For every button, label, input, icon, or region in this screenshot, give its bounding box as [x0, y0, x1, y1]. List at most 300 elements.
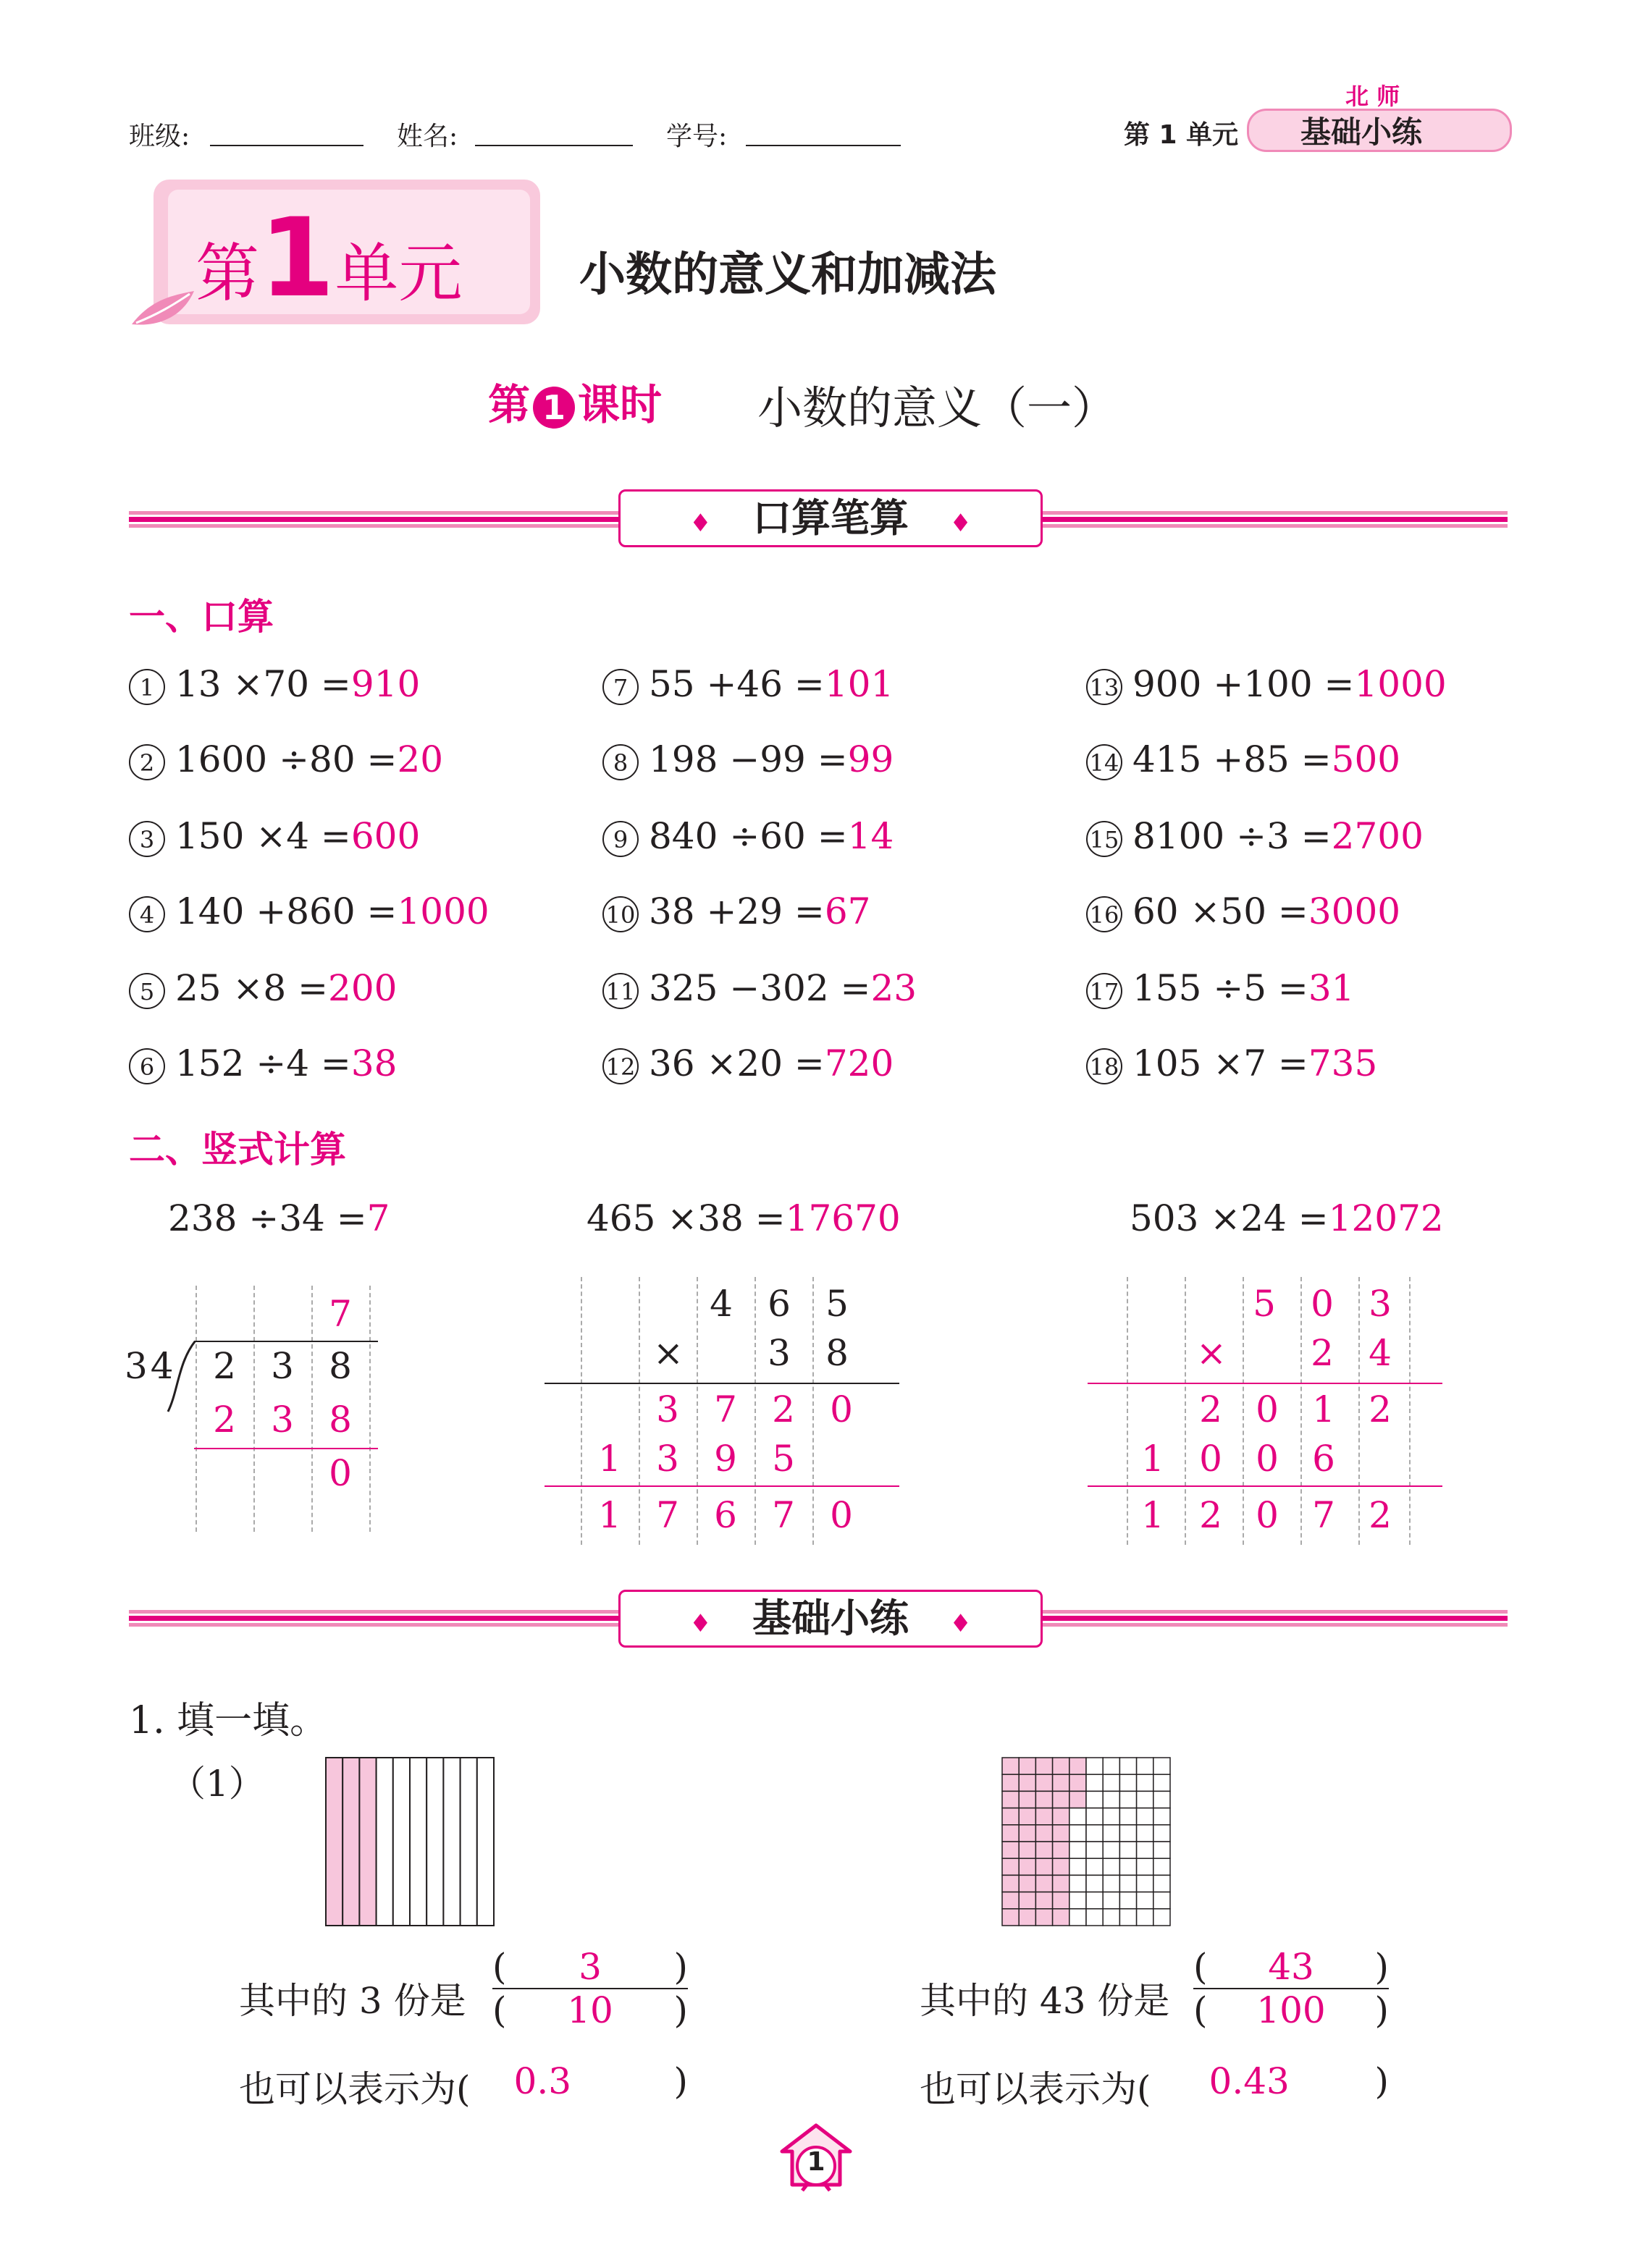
grid-cell	[1137, 1808, 1153, 1825]
sum-line	[1088, 1485, 1442, 1487]
problem-expr: 238 ÷34 =	[168, 1197, 367, 1239]
grid-cell	[1103, 1875, 1119, 1892]
lesson-badge	[488, 371, 662, 431]
grid-cell	[1069, 1842, 1086, 1858]
shaded-cell	[1053, 1758, 1069, 1774]
shaded-cell	[1053, 1858, 1069, 1875]
student-id-label: 学号:	[666, 122, 728, 151]
partial-digit: 0	[1256, 1388, 1279, 1430]
question-answer[interactable]: 910	[350, 663, 421, 705]
oral-section-title: 一、口算	[129, 596, 274, 638]
shaded-cell	[1035, 1909, 1052, 1926]
question-number: 4	[129, 896, 165, 932]
shaded-cell	[1002, 1842, 1019, 1858]
class-field[interactable]	[210, 116, 363, 146]
vertical-problem	[1130, 1197, 1444, 1239]
division-divisor: 34	[125, 1345, 177, 1387]
question-expr: 198 −99 =	[649, 738, 848, 780]
shaded-cell	[1019, 1808, 1035, 1825]
oral-question	[602, 815, 894, 857]
grid-cell	[1086, 1909, 1103, 1926]
shaded-cell	[1053, 1909, 1069, 1926]
result-digit: 7	[656, 1494, 679, 1536]
grid-cell	[1137, 1909, 1153, 1926]
grid-cell	[1153, 1758, 1170, 1774]
grid-cell	[1103, 1774, 1119, 1791]
strip	[477, 1758, 494, 1926]
question-answer[interactable]: 67	[824, 890, 871, 932]
grid-cell	[1119, 1875, 1136, 1892]
vertical-problem	[587, 1197, 901, 1239]
question-number: 17	[1086, 973, 1122, 1009]
shaded-cell	[1069, 1791, 1086, 1808]
question-expr: 152 ÷4 =	[175, 1042, 351, 1084]
question-answer[interactable]: 500	[1331, 738, 1401, 780]
partial-digit: 1	[1141, 1438, 1164, 1480]
left-parts-text: 其中的 3 份是	[239, 1980, 466, 2022]
shaded-cell	[1069, 1758, 1086, 1774]
top-digit: 4	[710, 1283, 733, 1325]
partial-digit: 0	[1199, 1438, 1222, 1480]
partial-digit: 9	[714, 1438, 737, 1480]
shaded-strip	[326, 1758, 342, 1926]
shaded-cell	[1019, 1842, 1035, 1858]
shaded-cell	[1053, 1791, 1069, 1808]
result-digit: 6	[714, 1494, 737, 1536]
right-close-paren: )	[1374, 2060, 1389, 2102]
question-answer[interactable]: 23	[870, 967, 917, 1009]
name-label: 姓名:	[397, 122, 458, 151]
result-digit: 0	[1256, 1494, 1279, 1536]
product-digit: 3	[271, 1399, 294, 1441]
right-decimal-row	[920, 2060, 1389, 2112]
grid-cell	[1137, 1892, 1153, 1909]
oral-question	[129, 815, 420, 857]
question-number: 11	[602, 973, 639, 1009]
question-number: 12	[602, 1048, 639, 1084]
unit-number: 1	[259, 195, 335, 321]
top-digit: 6	[768, 1283, 791, 1325]
dividend-digit: 8	[329, 1345, 352, 1387]
problem-answer: 17670	[785, 1197, 901, 1239]
question-expr: 1600 ÷80 =	[175, 738, 398, 780]
question-expr: 105 ×7 =	[1132, 1042, 1308, 1084]
shaded-cell	[1053, 1892, 1069, 1909]
shaded-cell	[1069, 1774, 1086, 1791]
product-digit: 2	[213, 1399, 236, 1441]
grid-cell	[1086, 1758, 1103, 1774]
question-answer[interactable]: 600	[350, 815, 421, 857]
grid-cell	[1103, 1808, 1119, 1825]
left-decimal-row	[239, 2060, 688, 2112]
unit-title: 小数的意义和加减法	[579, 248, 996, 302]
shaded-cell	[1035, 1774, 1052, 1791]
question-number: 10	[602, 896, 639, 932]
column-guide	[1185, 1277, 1186, 1545]
question-number: 13	[1086, 669, 1122, 705]
shaded-cell	[1019, 1758, 1035, 1774]
grid-cell	[1137, 1774, 1153, 1791]
partial-digit: 2	[772, 1388, 795, 1430]
shaded-cell	[1002, 1909, 1019, 1926]
grid-cell	[1137, 1842, 1153, 1858]
strip	[443, 1758, 460, 1926]
diamond-icon: ♦	[949, 1609, 972, 1638]
grid-cell	[1086, 1791, 1103, 1808]
question-expr: 900 +100 =	[1132, 663, 1355, 705]
shaded-cell	[1035, 1808, 1052, 1825]
shaded-cell	[1053, 1825, 1069, 1842]
oral-question	[602, 738, 894, 780]
oral-question	[1086, 815, 1424, 857]
oral-question	[129, 663, 420, 705]
partial-digit: 7	[714, 1388, 737, 1430]
right-decimal[interactable]: 0.43	[1209, 2060, 1290, 2102]
shaded-cell	[1019, 1774, 1035, 1791]
unit-tag: 第 1 单元	[1124, 120, 1239, 150]
grid-cell	[1153, 1808, 1170, 1825]
hundredths-figure	[1001, 1756, 1174, 1927]
question-answer[interactable]: 2700	[1331, 815, 1424, 857]
unit-heading	[196, 195, 462, 321]
column-guide	[369, 1286, 371, 1532]
question-answer[interactable]: 735	[1308, 1042, 1378, 1084]
grid-cell	[1086, 1858, 1103, 1875]
times-sign: ×	[653, 1332, 684, 1374]
top-digit: 0	[1311, 1283, 1334, 1325]
partial-digit: 6	[1312, 1438, 1335, 1480]
question-number: 5	[129, 973, 165, 1009]
strip	[393, 1758, 410, 1926]
oral-question	[602, 890, 870, 932]
question-number: 14	[1086, 744, 1122, 780]
left-close-paren: )	[673, 2060, 688, 2102]
question-number: 8	[602, 744, 639, 780]
grid-cell	[1086, 1774, 1103, 1791]
result-digit: 7	[1312, 1494, 1335, 1536]
dividend-digit: 2	[213, 1345, 236, 1387]
oral-question	[1086, 738, 1400, 780]
diamond-icon: ♦	[689, 1609, 712, 1638]
band-calc	[618, 489, 1043, 547]
question-number: 1	[129, 669, 165, 705]
grid-cell	[1119, 1808, 1136, 1825]
name-field[interactable]	[475, 116, 633, 146]
partial-digit: 0	[830, 1388, 853, 1430]
shaded-cell	[1035, 1758, 1052, 1774]
class-label: 班级:	[129, 122, 190, 151]
grid-cell	[1153, 1791, 1170, 1808]
oral-question	[602, 1042, 894, 1084]
shaded-cell	[1019, 1892, 1035, 1909]
problem-answer: 7	[366, 1197, 390, 1239]
shaded-cell	[1053, 1774, 1069, 1791]
top-digit: 5	[1253, 1283, 1276, 1325]
bottom-digit: 2	[1311, 1332, 1334, 1374]
column-guide	[311, 1286, 313, 1532]
question-answer[interactable]: 720	[824, 1042, 894, 1084]
grid-cell	[1119, 1858, 1136, 1875]
band-practice	[618, 1590, 1043, 1648]
bottom-digit: 8	[825, 1332, 849, 1374]
product-digit: 8	[329, 1399, 352, 1441]
left-decimal[interactable]: 0.3	[513, 2060, 572, 2102]
grid-cell	[1103, 1791, 1119, 1808]
band-practice-label: 基础小练	[752, 1595, 909, 1641]
grid-cell	[1086, 1842, 1103, 1858]
shaded-cell	[1053, 1875, 1069, 1892]
question-answer[interactable]: 1000	[1354, 663, 1447, 705]
partial-digit: 1	[1312, 1388, 1335, 1430]
question-answer[interactable]: 99	[847, 738, 894, 780]
vertical-section-title: 二、竖式计算	[129, 1129, 346, 1171]
column-guide	[639, 1277, 640, 1545]
result-digit: 2	[1369, 1494, 1392, 1536]
division-remainder: 0	[329, 1452, 352, 1494]
division-line	[194, 1448, 378, 1449]
right-parts-text: 其中的 43 份是	[920, 1980, 1170, 2022]
question-answer[interactable]: 14	[847, 815, 894, 857]
division-bar	[194, 1341, 378, 1342]
result-digit: 2	[1199, 1494, 1222, 1536]
partial-digit: 2	[1369, 1388, 1392, 1430]
grid-cell	[1069, 1875, 1086, 1892]
question-answer[interactable]: 200	[328, 967, 398, 1009]
top-digit: 5	[825, 1283, 849, 1325]
left-denominator[interactable]: 10	[567, 1989, 613, 2031]
oral-question	[1086, 967, 1354, 1009]
question-number: 3	[129, 821, 165, 857]
grid-cell	[1069, 1808, 1086, 1825]
top-digit: 3	[1369, 1283, 1392, 1325]
student-id-field[interactable]	[746, 116, 901, 146]
bottom-digit: 4	[1369, 1332, 1392, 1374]
problem-expr: 465 ×38 =	[587, 1197, 786, 1239]
grid-cell	[1103, 1825, 1119, 1842]
partial-digit: 5	[772, 1438, 795, 1480]
band-calc-label: 口算笔算	[752, 495, 909, 541]
shaded-cell	[1002, 1758, 1019, 1774]
partial-digit: 1	[598, 1438, 621, 1480]
shaded-cell	[1019, 1858, 1035, 1875]
partial-digit: 0	[1256, 1438, 1279, 1480]
lesson-suffix: 课时	[578, 380, 663, 429]
column-guide	[581, 1277, 582, 1545]
dividend-digit: 3	[271, 1345, 294, 1387]
shaded-cell	[1002, 1808, 1019, 1825]
oral-question	[129, 1042, 397, 1084]
strip	[377, 1758, 393, 1926]
oral-question	[1086, 663, 1447, 705]
result-digit: 1	[1141, 1494, 1164, 1536]
result-digit: 1	[598, 1494, 621, 1536]
multiplication-line	[1088, 1383, 1442, 1384]
shaded-cell	[1002, 1791, 1019, 1808]
grid-cell	[1137, 1758, 1153, 1774]
series-name: 基础小练	[1300, 114, 1423, 150]
shaded-strip	[359, 1758, 376, 1926]
shaded-cell	[1002, 1875, 1019, 1892]
grid-cell	[1103, 1758, 1119, 1774]
shaded-strip	[342, 1758, 359, 1926]
shaded-cell	[1019, 1791, 1035, 1808]
oral-question	[1086, 890, 1400, 932]
column-guide	[1358, 1277, 1360, 1545]
times-sign: ×	[1196, 1332, 1227, 1374]
question-answer[interactable]: 1000	[397, 890, 489, 932]
grid-cell	[1069, 1909, 1086, 1926]
strip	[461, 1758, 477, 1926]
question-expr: 8100 ÷3 =	[1132, 815, 1332, 857]
problem-expr: 503 ×24 =	[1130, 1197, 1329, 1239]
shaded-cell	[1035, 1892, 1052, 1909]
shaded-cell	[1035, 1858, 1052, 1875]
question-number: 16	[1086, 896, 1122, 932]
partial-digit: 3	[656, 1438, 679, 1480]
problem-answer: 12072	[1328, 1197, 1444, 1239]
division-quotient: 7	[329, 1293, 352, 1335]
grid-cell	[1153, 1875, 1170, 1892]
question-expr: 150 ×4 =	[175, 815, 351, 857]
right-fraction: ( 43 ) ( 100 )	[1193, 1946, 1389, 2031]
shaded-cell	[1053, 1808, 1069, 1825]
partial-digit: 2	[1199, 1388, 1222, 1430]
question-answer[interactable]: 38	[350, 1042, 398, 1084]
bottom-digit: 3	[768, 1332, 791, 1374]
grid-cell	[1103, 1842, 1119, 1858]
result-digit: 7	[772, 1494, 795, 1536]
grid-cell	[1119, 1791, 1136, 1808]
shaded-cell	[1002, 1892, 1019, 1909]
column-guide	[755, 1277, 756, 1545]
shaded-cell	[1019, 1825, 1035, 1842]
grid-cell	[1086, 1875, 1103, 1892]
grid-cell	[1153, 1909, 1170, 1926]
question-expr: 25 ×8 =	[175, 967, 329, 1009]
column-guide	[1409, 1277, 1411, 1545]
shaded-cell	[1002, 1858, 1019, 1875]
question-number: 9	[602, 821, 639, 857]
shaded-cell	[1019, 1875, 1035, 1892]
question-expr: 13 ×70 =	[175, 663, 351, 705]
grid-cell	[1153, 1774, 1170, 1791]
grid-cell	[1153, 1842, 1170, 1858]
question-number: 2	[129, 744, 165, 780]
strip	[426, 1758, 443, 1926]
tenths-figure	[324, 1756, 495, 1927]
oral-question	[129, 967, 397, 1009]
grid-cell	[1069, 1858, 1086, 1875]
grid-cell	[1086, 1825, 1103, 1842]
oral-question	[1086, 1042, 1377, 1084]
question-answer[interactable]: 31	[1308, 967, 1355, 1009]
question-expr: 36 ×20 =	[649, 1042, 825, 1084]
grid-cell	[1119, 1774, 1136, 1791]
grid-cell	[1119, 1892, 1136, 1909]
question-expr: 38 +29 =	[649, 890, 825, 932]
grid-cell	[1119, 1842, 1136, 1858]
series-top: 北 师	[1345, 83, 1400, 110]
result-digit: 0	[830, 1494, 853, 1536]
grid-cell	[1153, 1892, 1170, 1909]
question-number: 7	[602, 669, 639, 705]
question-number: 18	[1086, 1048, 1122, 1084]
question-expr: 415 +85 =	[1132, 738, 1332, 780]
leaf-icon	[129, 285, 198, 332]
column-guide	[1127, 1277, 1128, 1545]
question-number: 6	[129, 1048, 165, 1084]
lesson-prefix: 第	[488, 380, 531, 429]
shaded-cell	[1035, 1875, 1052, 1892]
shaded-cell	[1053, 1842, 1069, 1858]
unit-suffix: 单元	[335, 236, 463, 311]
question-expr: 155 ÷5 =	[1132, 967, 1308, 1009]
question-answer[interactable]: 101	[824, 663, 894, 705]
question-expr: 140 +860 =	[175, 890, 398, 932]
unit-prefix: 第	[196, 236, 260, 311]
column-guide	[697, 1277, 698, 1545]
column-guide	[253, 1286, 255, 1532]
shaded-cell	[1002, 1825, 1019, 1842]
diamond-icon: ♦	[949, 509, 972, 538]
column-guide	[812, 1277, 814, 1545]
column-guide	[1243, 1277, 1244, 1545]
vertical-problem	[168, 1197, 390, 1239]
question-number: 15	[1086, 821, 1122, 857]
grid-cell	[1153, 1858, 1170, 1875]
multiplication-line	[545, 1383, 899, 1384]
shaded-cell	[1035, 1842, 1052, 1858]
page-number: 1	[807, 2147, 825, 2177]
question-expr: 325 −302 =	[649, 967, 871, 1009]
grid-cell	[1086, 1808, 1103, 1825]
question-expr: 60 ×50 =	[1132, 890, 1308, 932]
practice-q1-title: 1. 填一填。	[129, 1699, 328, 1742]
shaded-cell	[1035, 1791, 1052, 1808]
right-denominator[interactable]: 100	[1256, 1989, 1326, 2031]
question-expr: 55 +46 =	[649, 663, 825, 705]
question-answer[interactable]: 3000	[1308, 890, 1401, 932]
diamond-icon: ♦	[689, 509, 712, 538]
partial-digit: 3	[656, 1388, 679, 1430]
grid-cell	[1103, 1909, 1119, 1926]
left-also-label: 也可以表示为(	[239, 2068, 471, 2110]
grid-cell	[1119, 1758, 1136, 1774]
grid-cell	[1137, 1825, 1153, 1842]
sum-line	[545, 1485, 899, 1487]
shaded-cell	[1019, 1909, 1035, 1926]
grid-cell	[1086, 1892, 1103, 1909]
question-expr: 840 ÷60 =	[649, 815, 848, 857]
question-answer[interactable]: 20	[397, 738, 444, 780]
shaded-cell	[1035, 1825, 1052, 1842]
right-also-label: 也可以表示为(	[920, 2068, 1151, 2110]
left-numerator[interactable]: 3	[579, 1946, 602, 1988]
column-guide	[1300, 1277, 1302, 1545]
oral-question	[129, 738, 443, 780]
practice-sub1: （1）	[169, 1763, 265, 1805]
right-numerator[interactable]: 43	[1268, 1946, 1314, 1988]
grid-cell	[1103, 1858, 1119, 1875]
left-fraction: ( 3 ) ( 10 )	[492, 1946, 688, 2031]
grid-cell	[1069, 1892, 1086, 1909]
strip	[410, 1758, 426, 1926]
lesson-title: 小数的意义（一）	[757, 381, 1117, 434]
grid-cell	[1119, 1909, 1136, 1926]
oral-question	[129, 890, 489, 932]
grid-cell	[1103, 1892, 1119, 1909]
grid-cell	[1119, 1825, 1136, 1842]
